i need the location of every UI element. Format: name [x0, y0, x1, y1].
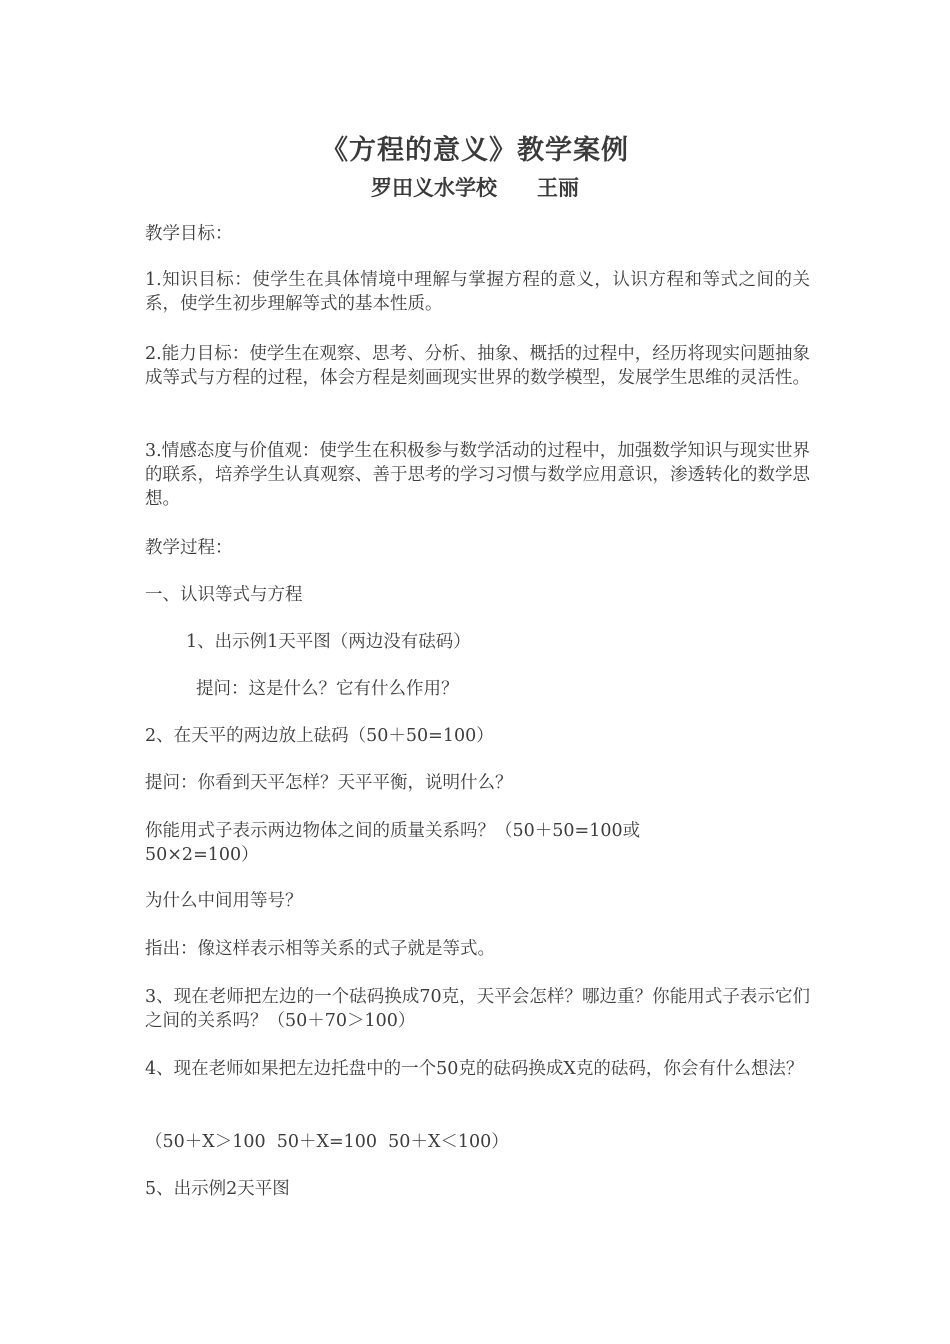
point-out: 指出：像这样表示相等关系的式子就是等式。 [145, 939, 495, 959]
process-heading: 教学过程： [145, 538, 233, 558]
question-3-line-2: 50×2=100） [145, 845, 259, 865]
goal-ability: 2.能力目标：使学生在观察、思考、分析、抽象、概括的过程中，经历将现实问题抽象成等式与方程的过程，体会方程是刻画现实世界的数学模型，发展学生思维的灵活性。 [145, 344, 810, 388]
school-name: 罗田义水学校 [371, 175, 497, 200]
step-3: 3、现在老师把左边的一个砝码换成70克，天平会怎样？哪边重？你能用式子表示它们之间的关系吗？（50＋70＞100） [145, 987, 810, 1031]
step-2: 2、在天平的两边放上砝码（50＋50=100） [145, 726, 494, 746]
question-3-line-1: 你能用式子表示两边物体之间的质量关系吗？（50＋50=100或 [145, 821, 641, 841]
expressions: （50＋X＞100 50＋X=100 50＋X＜100） [145, 1132, 509, 1152]
document-byline [0, 172, 950, 202]
goals-heading: 教学目标： [145, 224, 233, 244]
step-4: 4、现在老师如果把左边托盘中的一个50克的砝码换成X克的砝码，你会有什么想法？ [145, 1059, 804, 1079]
document-title: 《方程的意义》教学案例 [321, 135, 629, 166]
author-name: 王丽 [537, 175, 579, 200]
goal-emotion: 3.情感态度与价值观：使学生在积极参与数学活动的过程中，加强数学知识与现实世界的联系，培养学生认真观察、善于思考的学习习惯与数学应用意识，渗透转化的数学思想。 [145, 441, 810, 509]
question-4: 为什么中间用等号？ [145, 891, 303, 911]
step-1: 1、出示例1天平图（两边没有砝码） [186, 632, 471, 652]
goal-knowledge: 1.知识目标：使学生在具体情境中理解与掌握方程的意义，认识方程和等式之间的关系，使学生初步理解等式的基本性质。 [145, 270, 810, 314]
question-2: 提问：你看到天平怎样？天平平衡，说明什么？ [145, 773, 513, 793]
section-heading: 一、认识等式与方程 [145, 585, 303, 605]
question-1: 提问：这是什么？它有什么作用？ [196, 679, 459, 699]
step-5: 5、出示例2天平图 [145, 1179, 290, 1199]
